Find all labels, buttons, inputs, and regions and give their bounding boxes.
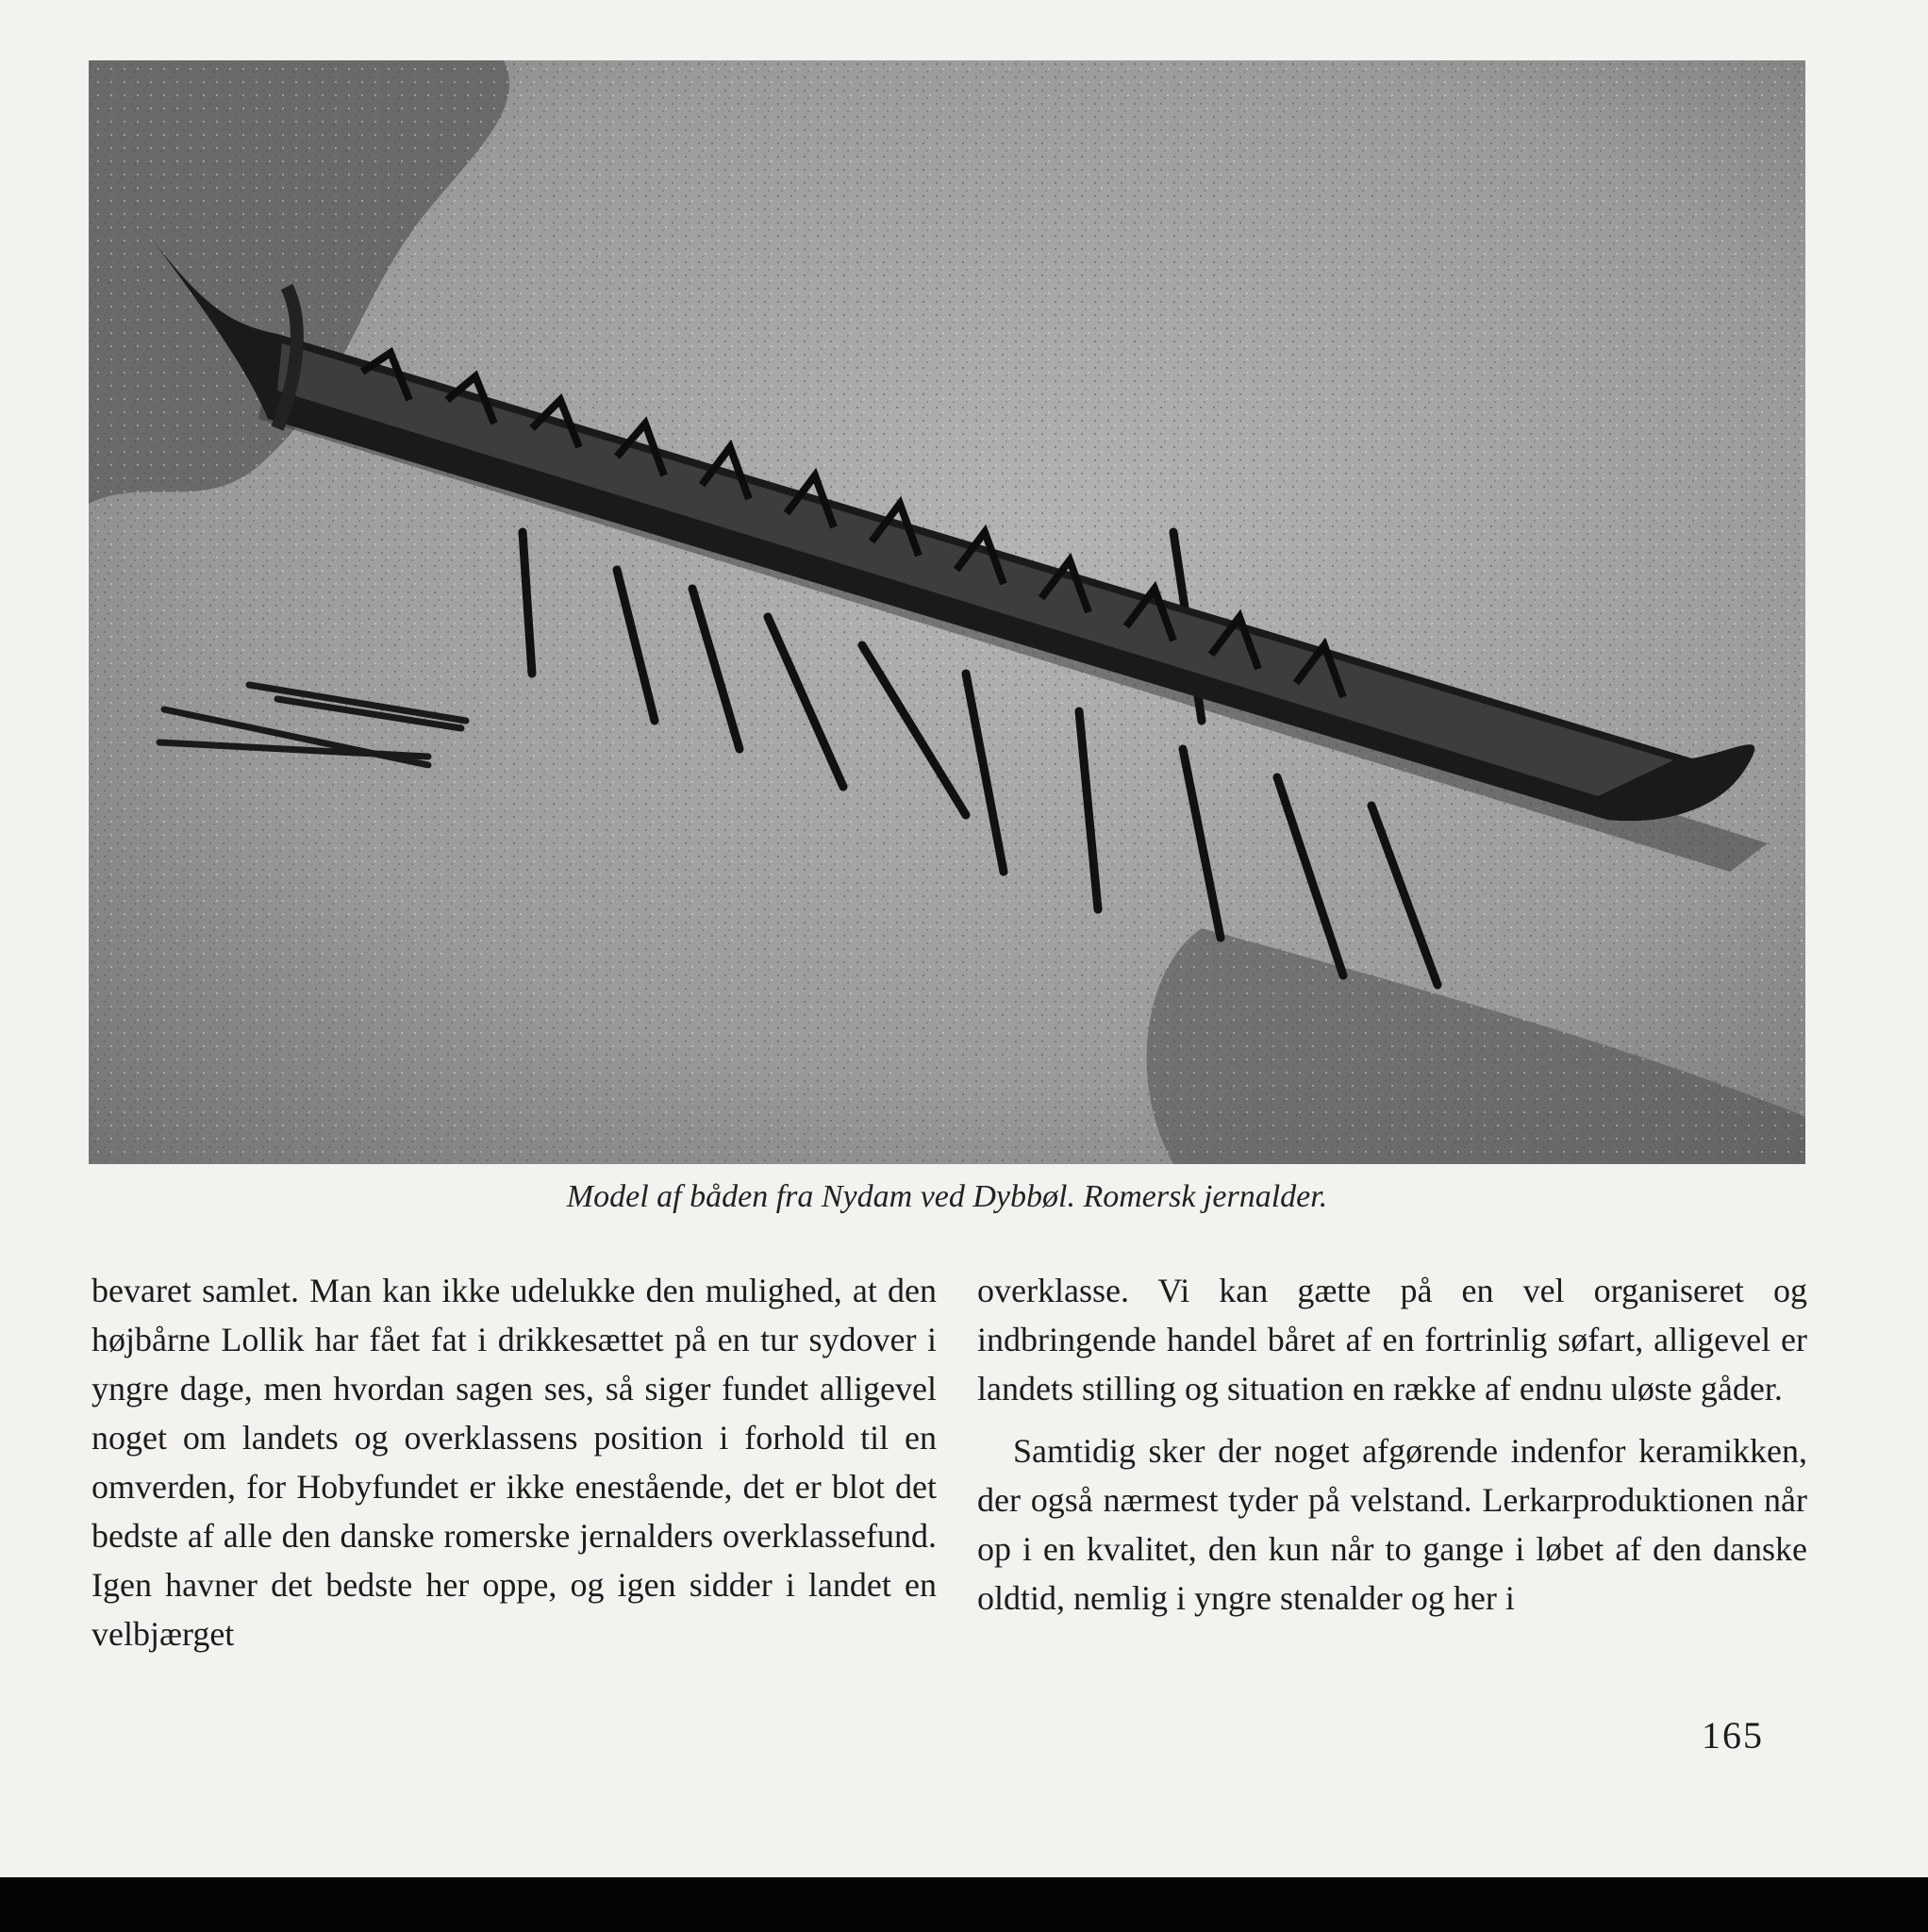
- body-column-right: [977, 1266, 1807, 1623]
- boat-photo-drawing: [89, 60, 1805, 1164]
- paragraph: overklasse. Vi kan gætte på en vel organiseret og indbringende handel båret af en fortrinlig søfart, alligevel er landets stilling og situation en række af endnu uløste gåder.: [977, 1272, 1807, 1407]
- paragraph: Samtidig sker der noget afgørende indenfor keramikken, der også nærmest tyder på velstand. Lerkarproduktionen når op i en kvalitet, den kun når to gange i løbet af den danske oldtid, nemlig i yngre stenalder og her i: [977, 1432, 1807, 1617]
- page-number: 165: [1702, 1714, 1764, 1757]
- body-column-left: [91, 1266, 937, 1658]
- paragraph: bevaret samlet. Man kan ikke udelukke den mulighed, at den højbårne Lollik har fået fat i drikkesættet på en tur sydover i yngre dage, men hvordan sagen ses, så siger fundet alligevel noget om landets og overklassens position i forhold til en omverden, for Hobyfundet er ikke enestående, det er blot det bedste af alle den danske romerske jernalders overklassefund. Igen havner det bedste her oppe, og igen sidder i landet en velbjærget: [91, 1272, 937, 1653]
- scan-bottom-edge: [0, 1877, 1928, 1932]
- figure-caption: Model af båden fra Nydam ved Dybbøl. Romersk jernalder.: [566, 1179, 1328, 1214]
- boat-model-photo: [89, 60, 1805, 1164]
